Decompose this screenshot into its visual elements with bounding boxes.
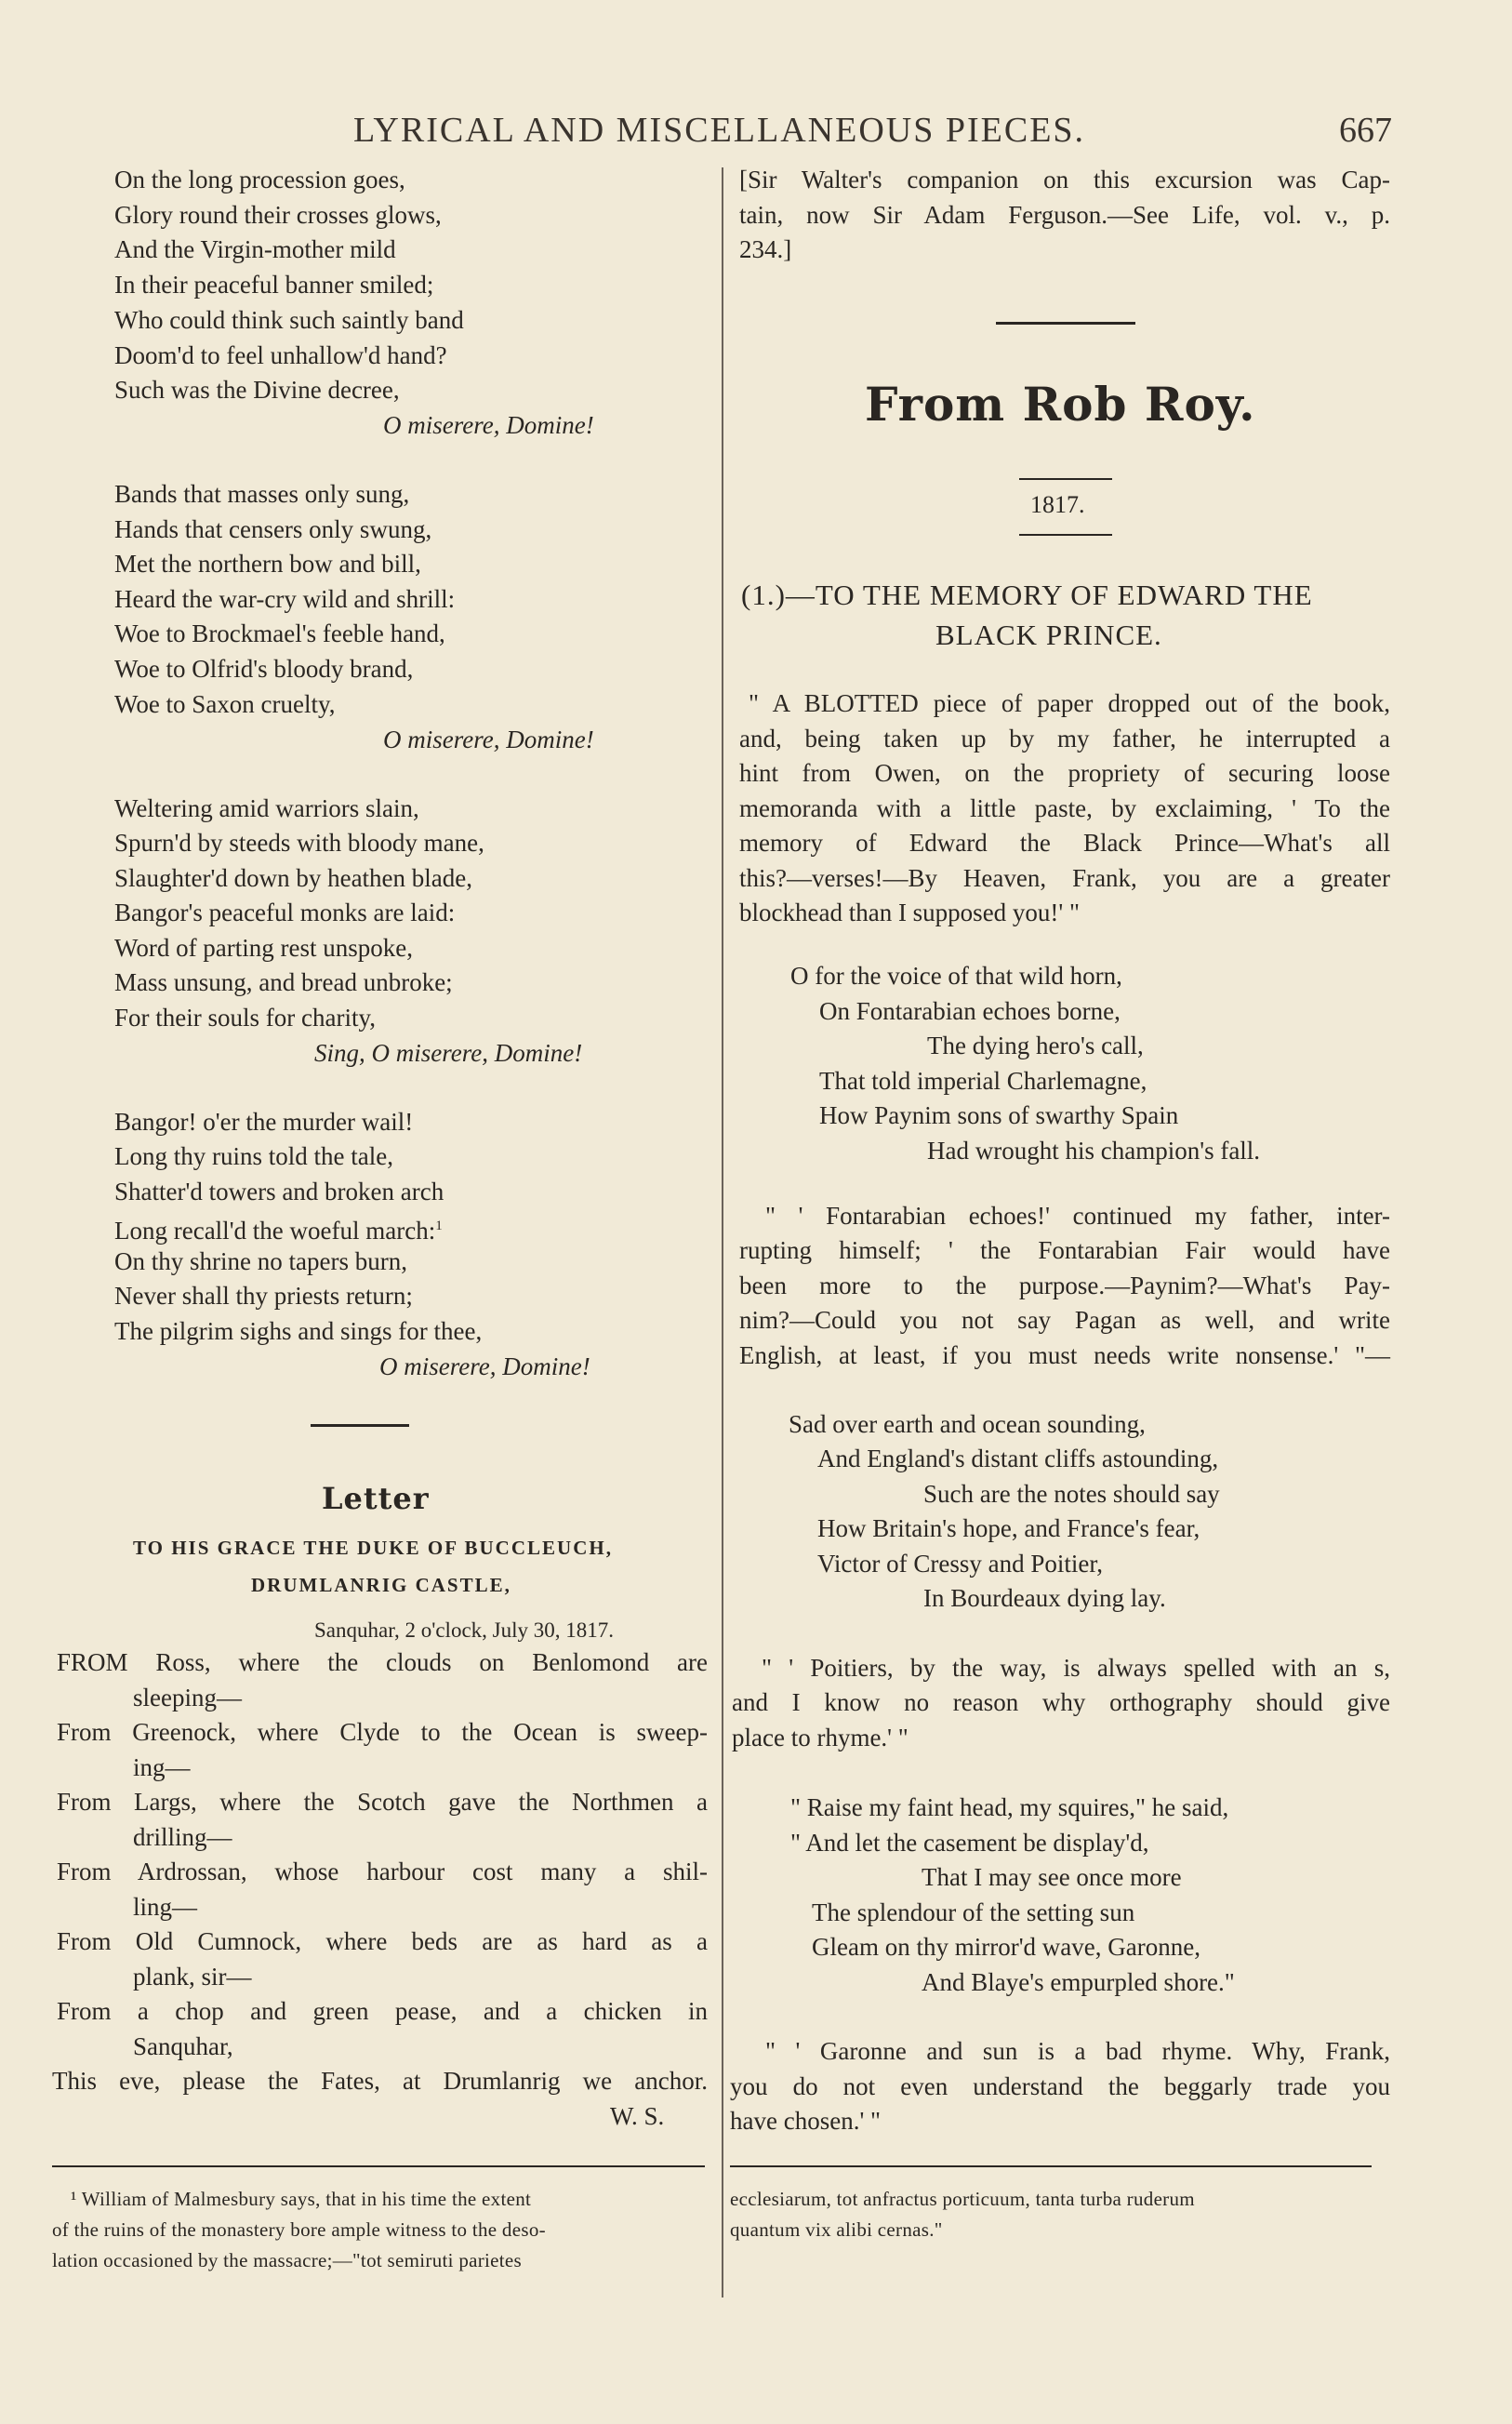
prose-line: have chosen.' " [730, 2107, 882, 2135]
prose-line: rupting himself; ' the Fontarabian Fair would have [739, 1236, 1390, 1264]
page-number: 667 [1339, 111, 1392, 150]
poem-heading: (1.)—TO THE MEMORY OF EDWARD THE [741, 579, 1313, 611]
letter-title: Letter [322, 1481, 430, 1516]
verse-line: And England's distant cliffs astounding, [817, 1445, 1219, 1472]
verse-line: Sad over earth and ocean sounding, [789, 1410, 1146, 1438]
verse-line: And the Virgin-mother mild [114, 235, 396, 263]
verse-line: In Bourdeaux dying lay. [923, 1584, 1166, 1612]
running-header [0, 110, 1512, 166]
year-rule-top [1019, 478, 1112, 480]
verse-line: Long thy ruins told the tale, [114, 1142, 393, 1170]
section-rule [996, 322, 1135, 325]
prose-line: nim?—Could you not say Pagan as well, and write [739, 1306, 1390, 1334]
prose-line: blockhead than I supposed you!' " [739, 899, 1081, 926]
verse-line: On the long procession goes, [114, 166, 405, 193]
refrain-line: Sing, O miserere, Domine! [314, 1039, 583, 1067]
verse-line: The splendour of the setting sun [812, 1898, 1135, 1926]
verse-line: Woe to Saxon cruelty, [114, 690, 336, 718]
prose-line: place to rhyme.' " [732, 1724, 909, 1751]
verse-line: Never shall thy priests return; [114, 1282, 413, 1310]
letter-line: This eve, please the Fates, at Drumlanrig we anchor. [52, 2067, 708, 2095]
verse-line: Such was the Divine decree, [114, 376, 400, 404]
prose-line: memoranda with a little paste, by exclaiming, ' To the [739, 794, 1390, 822]
verse-line: Heard the war-cry wild and shrill: [114, 585, 456, 613]
verse-line: Woe to Olfrid's bloody brand, [114, 655, 414, 683]
verse-line: In their peaceful banner smiled; [114, 271, 434, 299]
verse-line: Bangor's peaceful monks are laid: [114, 899, 456, 926]
prose-line: memory of Edward the Black Prince—What's all [739, 829, 1390, 857]
letter-dateline: Sanquhar, 2 o'clock, July 30, 1817. [314, 1618, 614, 1642]
letter-line: From Old Cumnock, where beds are as hard as a [57, 1927, 708, 1955]
verse-line: That told imperial Charlemagne, [819, 1067, 1147, 1095]
letter-line: Sanquhar, [133, 2032, 233, 2060]
verse-line: Who could think such saintly band [114, 306, 464, 334]
prose-line: " ' Fontarabian echoes!' continued my father, inter- [765, 1202, 1390, 1230]
footnote-mark: 1 [435, 1219, 443, 1233]
verse-line: Doom'd to feel unhallow'd hand? [114, 341, 447, 369]
section-year: 1817. [1030, 491, 1085, 518]
verse-line: Victor of Cressy and Poitier, [817, 1550, 1103, 1578]
verse-line: That I may see once more [922, 1863, 1182, 1891]
refrain-line: O miserere, Domine! [383, 411, 594, 439]
verse-line: Woe to Brockmael's feeble hand, [114, 619, 445, 647]
verse-line: Long recall'd the woeful march:$^1$ [114, 1217, 443, 1245]
refrain-line: O miserere, Domine! [383, 726, 594, 753]
verse-line: How Britain's hope, and France's fear, [817, 1514, 1200, 1542]
footnote-line: lation occasioned by the massacre;—"tot semiruti parietes [52, 2249, 523, 2271]
refrain-line: O miserere, Domine! [379, 1352, 590, 1380]
letter-line: ing— [133, 1753, 191, 1781]
verse-line: Weltering amid warriors slain, [114, 794, 419, 822]
prose-line: and, being taken up by my father, he interrupted a [739, 725, 1390, 753]
letter-line: From Largs, where the Scotch gave the Northmen a [57, 1788, 708, 1816]
letter-line: From a chop and green pease, and a chicken in [57, 1997, 708, 2025]
prose-line: and I know no reason why orthography should give [732, 1688, 1390, 1716]
prose-line: this?—verses!—By Heaven, Frank, you are a greater [739, 864, 1390, 892]
footnote-line: ¹ William of Malmesbury says, that in his time the extent [71, 2188, 532, 2210]
prose-line: you do not even understand the beggarly trade you [730, 2072, 1390, 2100]
letter-line: FROM Ross, where the clouds on Benlomond are [57, 1648, 708, 1676]
verse-line: Bands that masses only sung, [114, 480, 410, 508]
note-line: 234.] [739, 235, 792, 263]
verse-line: Bangor! o'er the murder wail! [114, 1108, 414, 1136]
verse-line: The dying hero's call, [927, 1032, 1144, 1059]
poem-heading: BLACK PRINCE. [935, 619, 1162, 651]
verse-line: On Fontarabian echoes borne, [819, 997, 1121, 1025]
verse-line: Such are the notes should say [923, 1480, 1220, 1508]
verse-line: Word of parting rest unspoke, [114, 934, 414, 962]
verse-line: How Paynim sons of swarthy Spain [819, 1101, 1179, 1129]
prose-line: hint from Owen, on the propriety of securing loose [739, 759, 1390, 787]
note-line: [Sir Walter's companion on this excursion was Cap- [739, 166, 1390, 193]
letter-address: DRUMLANRIG CASTLE, [251, 1574, 511, 1596]
verse-line: Hands that censers only swung, [114, 515, 432, 543]
verse-line: Gleam on thy mirror'd wave, Garonne, [812, 1933, 1200, 1961]
verse-line: The pilgrim sighs and sings for thee, [114, 1317, 483, 1345]
column-divider [722, 167, 723, 2297]
letter-line: From Ardrossan, whose harbour cost many a shil- [57, 1858, 708, 1885]
verse-line: Met the northern bow and bill, [114, 550, 421, 578]
verse-line: O for the voice of that wild horn, [790, 962, 1122, 990]
letter-line: sleeping— [133, 1684, 242, 1711]
verse-line: Slaughter'd down by heathen blade, [114, 864, 473, 892]
footnote-line: quantum vix alibi cernas." [730, 2218, 943, 2241]
footnote-rule [52, 2165, 705, 2167]
year-rule-bottom [1019, 534, 1112, 536]
prose-line: been more to the purpose.—Paynim?—What's Pay- [739, 1272, 1390, 1299]
prose-line: English, at least, if you must needs write nonsense.' "— [739, 1341, 1390, 1369]
section-title: From Rob Roy. [865, 377, 1256, 432]
running-title: LYRICAL AND MISCELLANEOUS PIECES. [353, 111, 1086, 150]
verse-line: Spurn'd by steeds with bloody mane, [114, 829, 484, 857]
letter-line: ling— [133, 1893, 198, 1921]
letter-addressee: TO HIS GRACE THE DUKE OF BUCCLEUCH, [133, 1537, 613, 1559]
prose-line: " ' Poitiers, by the way, is always spelled with an s, [762, 1654, 1390, 1682]
prose-line: " A BLOTTED piece of paper dropped out of the book, [749, 689, 1390, 717]
verse-line: And Blaye's empurpled shore." [922, 1968, 1235, 1996]
verse-line: For their souls for charity, [114, 1004, 376, 1032]
section-rule [311, 1424, 409, 1427]
footnote-line: ecclesiarum, tot anfractus porticuum, tanta turba ruderum [730, 2188, 1195, 2210]
footnote-line: of the ruins of the monastery bore ample witness to the deso- [52, 2218, 546, 2241]
verse-line: Glory round their crosses glows, [114, 201, 442, 229]
letter-signature: W. S. [610, 2102, 665, 2130]
verse-line: " And let the casement be display'd, [790, 1829, 1149, 1857]
letter-line: drilling— [133, 1823, 232, 1851]
verse-line: Mass unsung, and bread unbroke; [114, 968, 453, 996]
verse-line: Shatter'd towers and broken arch [114, 1178, 444, 1205]
verse-line: On thy shrine no tapers burn, [114, 1247, 407, 1275]
note-line: tain, now Sir Adam Ferguson.—See Life, vol. v., p. [739, 201, 1390, 229]
letter-line: From Greenock, where Clyde to the Ocean is sweep- [57, 1718, 708, 1746]
verse-line: Had wrought his champion's fall. [927, 1137, 1261, 1165]
footnote-rule [730, 2165, 1372, 2167]
prose-line: " ' Garonne and sun is a bad rhyme. Why, Frank, [765, 2037, 1390, 2065]
letter-line: plank, sir— [133, 1963, 252, 1991]
verse-line: " Raise my faint head, my squires," he said, [790, 1793, 1229, 1821]
